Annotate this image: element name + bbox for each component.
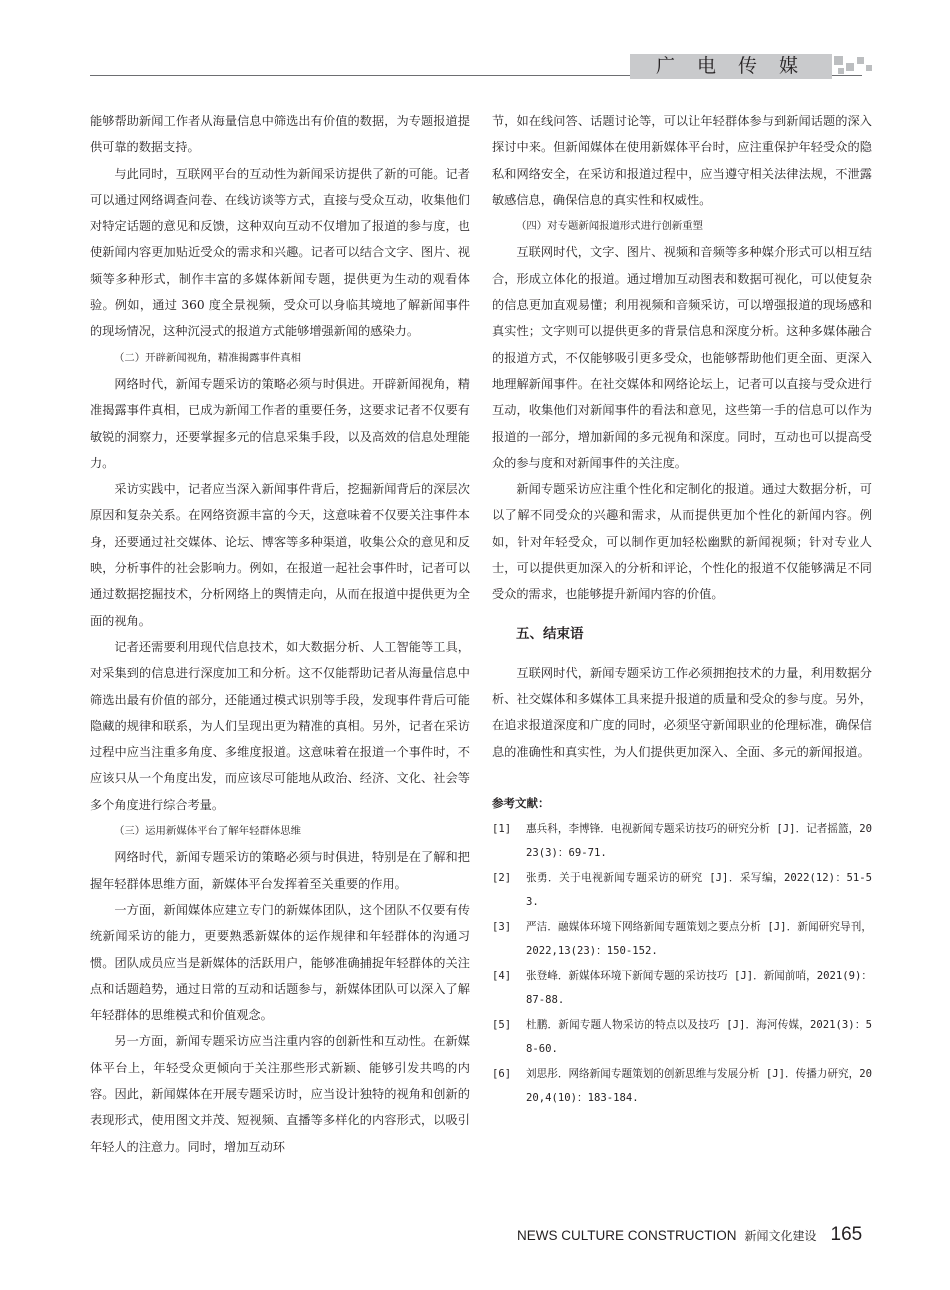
right-column (492, 108, 872, 1111)
reference-item (492, 915, 872, 964)
paragraph: 一方面，新闻媒体应建立专门的新媒体团队，这个团队不仅要有传统新闻采访的能力，更要熟悉新媒体的运作规律和年轻群体的沟通习惯。团队成员应当是新媒体的活跃用户，能够准确捕捉年轻群体的关注点和话题趋势，通过日常的互动和话题参与，新媒体团队可以深入了解年轻群体的思维模式和价值观念。 (90, 902, 470, 1023)
right-body (492, 108, 872, 765)
reference-number: [2] (492, 871, 512, 884)
left-column (90, 108, 470, 1160)
paragraph: 网络时代，新闻专题采访的策略必须与时俱进，特别是在了解和把握年轻群体思维方面，新媒体平台发挥着至关重要的作用。 (90, 850, 470, 891)
reference-text: 严洁．融媒体环境下网络新闻专题策划之要点分析 [J]．新闻研究导刊，2022,13(23)：150-152. (526, 920, 872, 958)
reference-item (492, 817, 872, 866)
reference-item (492, 1062, 872, 1111)
reference-text: 惠兵科，李博锋．电视新闻专题采访技巧的研究分析 [J]．记者摇篮，2023(3)：69-71. (526, 822, 872, 860)
header-decoration (857, 57, 864, 64)
references-title: 参考文献： (492, 795, 550, 810)
paragraph: 互联网时代，文字、图片、视频和音频等多种媒介形式可以相互结合，形成立体化的报道。通过增加互动图表和数据可视化，可以使复杂的信息更加直观易懂；利用视频和音频采访，可以增强报道的现场感和真实性；文字则可以提供更多的背景信息和深度分析。这种多媒体融合的报道方式，不仅能够吸引更多受众，也能够帮助他们更全面、更深入地理解新闻事件。在社交媒体和网络论坛上，记者可以直接与受众进行互动，收集他们对新闻事件的看法和意见，这些第一手的信息可以作为报道的一部分，增加新闻的多元视角和深度。同时，互动也可以提高受众的参与度和对新闻事件的关注度。 (492, 245, 872, 470)
header-decoration (838, 68, 844, 74)
page-footer (517, 1224, 862, 1250)
header-decoration (846, 63, 854, 71)
reference-text: 刘思彤．网络新闻专题策划的创新思维与发展分析 [J]．传播力研究，2020,4(10)：183-184. (526, 1067, 872, 1105)
reference-text: 张登峰．新媒体环境下新闻专题的采访技巧 [J]．新闻前哨，2021(9)：87-88. (526, 969, 872, 1007)
subsection-heading: （三）运用新媒体平台了解年轻群体思维 (114, 825, 302, 838)
references-list (492, 817, 872, 1111)
page-number: 165 (830, 1224, 863, 1245)
reference-number: [4] (492, 969, 512, 982)
footer-journal-en: NEWS CULTURE CONSTRUCTION (517, 1228, 737, 1243)
paragraph: 互联网时代，新闻专题采访工作必须拥抱技术的力量，利用数据分析、社交媒体和多媒体工具来提升报道的质量和受众的参与度。另外，在追求报道深度和广度的同时，必须坚守新闻职业的伦理标准，确保信息的准确性和真实性，为人们提供更加深入、全面、多元的新闻报道。 (492, 665, 872, 759)
reference-text: 杜鹏．新闻专题人物采访的特点以及技巧 [J]．海河传媒，2021(3)：58-60. (526, 1018, 872, 1056)
header-decoration (834, 56, 843, 65)
reference-item (492, 964, 872, 1013)
subsection-heading: （二）开辟新闻视角，精准揭露事件真相 (114, 351, 302, 364)
paragraph: 新闻专题采访应注重个性化和定制化的报道。通过大数据分析，可以了解不同受众的兴趣和需求，从而提供更加个性化的新闻内容。例如，针对年轻受众，可以制作更加轻松幽默的新闻视频；针对专业人士，可以提供更加深入的分析和评论，个性化的报道不仅能够满足不同受众的需求，也能够提升新闻内容的价值。 (492, 482, 872, 602)
paragraph: 能够帮助新闻工作者从海量信息中筛选出有价值的数据，为专题报道提供可靠的数据支持。 (90, 114, 470, 155)
section-header: 广电传媒 (630, 54, 832, 79)
paragraph: 采访实践中，记者应当深入新闻事件背后，挖掘新闻背后的深层次原因和复杂关系。在网络资源丰富的今天，这意味着不仅要关注事件本身，还要通过社交媒体、论坛、博客等多种渠道，收集公众的意见和反映，分析事件的社会影响力。例如，在报道一起社会事件时，记者可以通过数据挖掘技术，分析网络上的舆情走向，从而在报道中提供更为全面的视角。 (90, 482, 470, 628)
reference-text: 张勇．关于电视新闻专题采访的研究 [J]．采写编，2022(12)：51-53. (526, 871, 872, 909)
paragraph: 网络时代，新闻专题采访的策略必须与时俱进。开辟新闻视角，精准揭露事件真相，已成为新闻工作者的重要任务，这要求记者不仅要有敏锐的洞察力，还要掌握多元的信息采集手段，以及高效的信息处理能力。 (90, 376, 470, 470)
footer-journal-cn: 新闻文化建设 (744, 1229, 817, 1243)
reference-number: [3] (492, 920, 512, 933)
section-heading: 五、结束语 (516, 625, 584, 642)
paragraph: 与此同时，互联网平台的互动性为新闻采访提供了新的可能。记者可以通过网络调查问卷、在线访谈等方式，直接与受众互动，收集他们对特定话题的意见和反馈，这种双向互动不仅增加了报道的参与度，也使新闻内容更加贴近受众的需求和兴趣。记者可以结合文字、图片、视频等多种形式，制作丰富的多媒体新闻专题，提供更为生动的观看体验。例如，通过 360 度全景视频，受众可以身临其境地了解新闻事件的现场情况，这种沉浸式的报道方式能够增强新闻的感染力。 (90, 166, 470, 339)
reference-number: [1] (492, 822, 512, 835)
paragraph: 另一方面，新闻专题采访应当注重内容的创新性和互动性。在新媒体平台上，年轻受众更倾向于关注那些形式新颖、能够引发共鸣的内容。因此，新闻媒体在开展专题采访时，应当设计独特的视角和创新的表现形式，使用图文并茂、短视频、直播等多样化的内容形式，以吸引年轻人的注意力。同时，增加互动环 (90, 1034, 470, 1154)
reference-item (492, 1013, 872, 1062)
reference-number: [6] (492, 1067, 512, 1080)
header-decoration (866, 65, 872, 71)
reference-number: [5] (492, 1018, 512, 1031)
paragraph: 记者还需要利用现代信息技术，如大数据分析、人工智能等工具，对采集到的信息进行深度加工和分析。这不仅能帮助记者从海量信息中筛选出最有价值的部分，还能通过模式识别等手段，发现事件背后可能隐藏的规律和联系，为人们呈现出更为精准的真相。另外，记者在采访过程中应当注重多角度、多维度报道。这意味着在报道一个事件时，不应该只从一个角度出发，而应该尽可能地从政治、经济、文化、社会等多个角度进行综合考量。 (90, 639, 470, 812)
reference-item (492, 866, 872, 915)
paragraph: 节，如在线问答、话题讨论等，可以让年轻群体参与到新闻话题的深入探讨中来。但新闻媒体在使用新媒体平台时，应注重保护年轻受众的隐私和网络安全，在采访和报道过程中，应当遵守相关法律法规，不泄露敏感信息，确保信息的真实性和权威性。 (492, 114, 872, 207)
subsection-heading: （四）对专题新闻报道形式进行创新重塑 (516, 220, 704, 233)
